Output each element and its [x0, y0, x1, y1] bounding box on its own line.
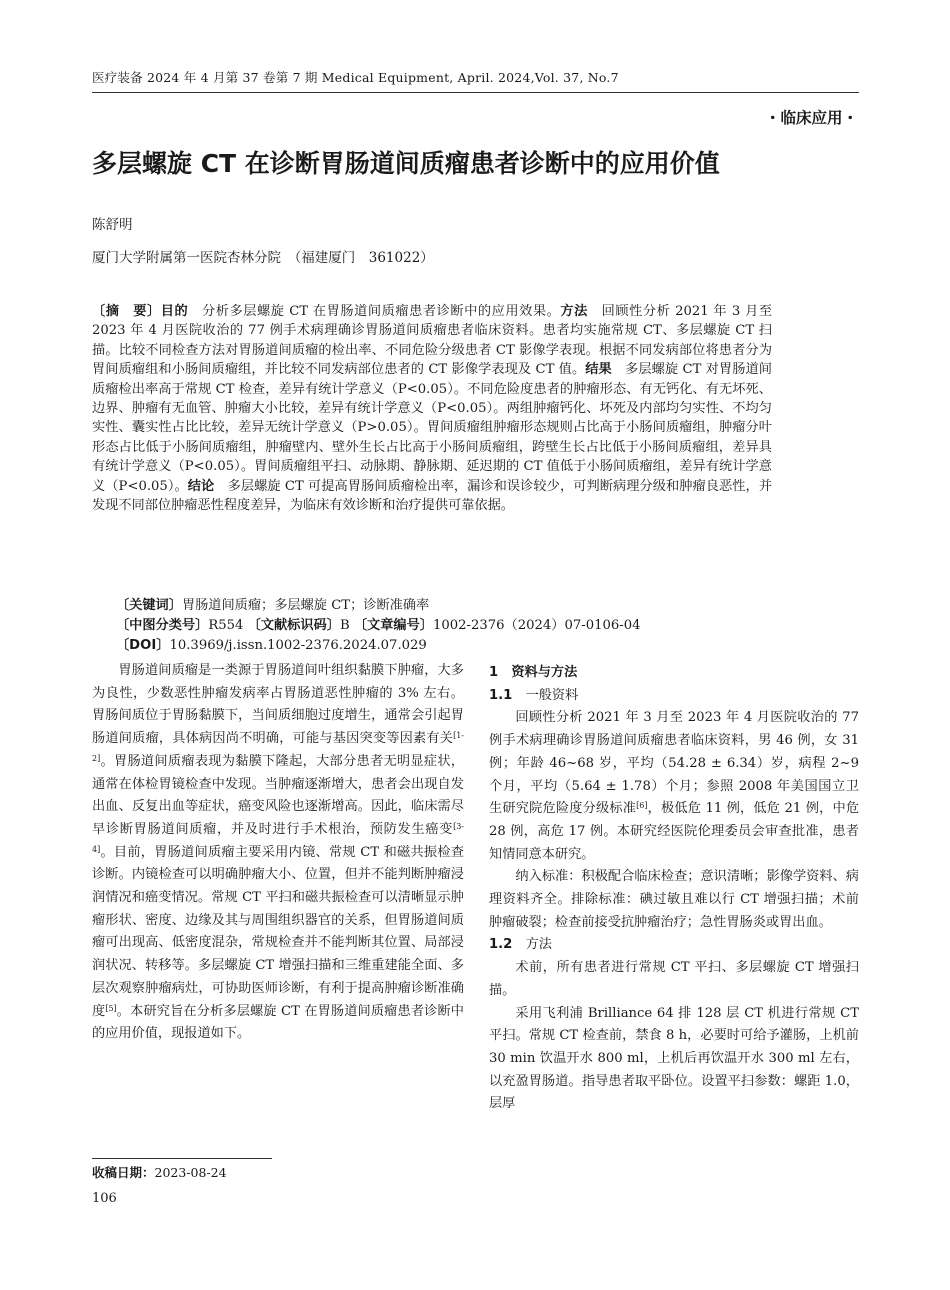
objective-label: 目的	[160, 304, 189, 319]
citation: [5]	[105, 1003, 117, 1013]
citation: [1-2]	[92, 731, 464, 763]
doc-code-label: 〔文献标识码〕	[247, 618, 340, 633]
received-date: 收稿日期：2023-08-24	[92, 1165, 227, 1180]
article-title: 多层螺旋 CT 在诊断胃肠道间质瘤患者诊断中的应用价值	[92, 149, 720, 178]
keywords-text: 胃肠道间质瘤；多层螺旋 CT；诊断准确率	[181, 598, 430, 613]
author: 陈舒明	[92, 217, 133, 233]
page-number: 106	[92, 1191, 117, 1206]
body-right-column	[489, 662, 859, 1116]
paragraph: 回顾性分析 2021 年 3 月至 2023 年 4 月医院收治的 77 例手术病理确诊胃肠道间质瘤患者临床资料，男 46 例，女 31 例；年龄 46~68 岁，平均（54.28 ± 6.34）岁，病程 2~9 个月，平均（5.64 ± 1.78）个月；参照 2008 年美国国立卫生研究院危险度分级标准[6]，极低危 11 例，低危 21 例，中危 28 例，高危 17 例。本研究经医院伦理委员会审查批准，患者知情同意本研究。	[489, 710, 860, 862]
intro-paragraph: 胃肠道间质瘤是一类源于胃肠道间叶组织黏膜下肿瘤，大多为良性，少数恶性肿瘤发病率占胃肠道恶性肿瘤的 3% 左右。胃肠间质位于胃肠黏膜下，当间质细胞过度增生，通常会引起胃肠道间质瘤，具体病因尚不明确，可能与基因突变等因素有关[1-2]。胃肠道间质瘤表现为黏膜下隆起，大部分患者无明显症状，通常在体检胃镜检查中发现。当肿瘤逐渐增大，患者会出现自发出血、反复出血等症状，癌变风险也逐渐增高。因此，临床需尽早诊断胃肠道间质瘤，并及时进行手术根治，预防发生癌变[3-4]。目前，胃肠道间质瘤主要采用内镜、常规 CT 和磁共振检查诊断。内镜检查可以明确肿瘤大小、位置，但并不能判断肿瘤浸润情况和癌变情况。常规 CT 平扫和磁共振检查可以清晰显示肿瘤形状、密度、边缘及其与周围组织器官的关系，但胃肠道间质瘤可出现高、低密度混杂，常规检查并不能判断其位置、局部浸润状况、转移等。多层螺旋 CT 增强扫描和三维重建能全面、多层次观察肿瘤病灶，可协助医师诊断，有利于提高肿瘤诊断准确度[5]。本研究旨在分析多层螺旋 CT 在胃肠道间质瘤患者诊断中的应用价值，现报道如下。	[92, 663, 464, 1042]
classification-line	[116, 616, 816, 635]
doi-label: 〔DOI〕	[116, 638, 170, 653]
subsection-heading: 1.2 方法	[489, 937, 552, 953]
doc-code-value: B	[339, 618, 350, 633]
section-heading: 1 资料与方法	[489, 665, 578, 680]
header-rule	[92, 92, 859, 93]
doi-line	[116, 636, 816, 655]
paragraph: 术前，所有患者进行常规 CT 平扫、多层螺旋 CT 增强扫描。	[489, 960, 859, 998]
paragraph: 纳入标准：积极配合临床检查；意识清晰；影像学资料、病理资料齐全。排除标准：碘过敏且难以行 CT 增强扫描；术前肿瘤破裂；检查前接受抗肿瘤治疗；急性胃肠炎或胃出血。	[489, 869, 859, 930]
running-head: 医疗装备 2024 年 4 月第 37 卷第 7 期 Medical Equipment, April. 2024,Vol. 37, No.7	[92, 70, 619, 85]
conclusion-label: 结论	[187, 478, 215, 494]
subsection-heading: 1.1 一般资料	[489, 687, 579, 703]
doi-value: 10.3969/j.issn.1002-2376.2024.07.029	[169, 638, 427, 653]
body-left-column	[92, 660, 464, 1046]
abstract	[92, 302, 772, 515]
methods-label: 方法	[560, 304, 588, 319]
clc-value: R554	[208, 618, 244, 633]
abstract-label: 〔摘 要〕	[92, 304, 161, 319]
article-no-value: 1002-2376（2024）07-0106-04	[432, 618, 641, 633]
methods-text: 回顾性分析 2021 年 3 月至 2023 年 4 月医院收治的 77 例手术病理确诊胃肠道间质瘤患者临床资料。患者均实施常规 CT、多层螺旋 CT 扫描。比较不同检查方法对胃肠道间质瘤的检出率、不同危险分级患者 CT 影像学表现。根据不同发病部位将患者分为胃间质瘤组和小肠间质瘤组，并比较不同发病部位患者的 CT 影像学表现及 CT 值。	[92, 304, 772, 378]
footnote-rule	[92, 1158, 272, 1159]
paragraph: 采用飞利浦 Brilliance 64 排 128 层 CT 机进行常规 CT 平扫。常规 CT 检查前，禁食 8 h，必要时可给予灌肠，上机前 30 min 饮温开水 800 ml，上机后再饮温开水 300 ml 左右，以充盈胃肠道。指导患者取平卧位。设置平扫参数：螺距 1.0，层厚	[489, 1005, 859, 1112]
column-tag: ・临床应用・	[764, 109, 858, 127]
objective-text: 分析多层螺旋 CT 在胃肠道间质瘤患者诊断中的应用效果。	[188, 304, 561, 319]
clc-label: 〔中图分类号〕	[116, 618, 209, 633]
conclusion-text: 多层螺旋 CT 可提高胃肠间质瘤检出率，漏诊和误诊较少，可判断病理分级和肿瘤良恶性，并发现不同部位肿瘤恶性程度差异，为临床有效诊断和治疗提供可靠依据。	[92, 478, 773, 514]
keywords-line	[116, 596, 816, 615]
results-text: 多层螺旋 CT 对胃肠道间质瘤检出率高于常规 CT 检查，差异有统计学意义（P<0.05）。不同危险度患者的肿瘤形态、有无钙化、有无坏死、边界、肿瘤有无血管、肿瘤大小比较，差异有统计学意义（P<0.05）。两组肿瘤钙化、坏死及内部均匀实性、不均匀实性、囊实性占比比较，差异无统计学意义（P>0.05）。胃间质瘤组肿瘤形态规则占比高于小肠间质瘤组，肿瘤分叶形态占比低于小肠间质瘤组，肿瘤壁内、壁外生长占比高于小肠间质瘤组，跨壁生长占比低于小肠间质瘤组，差异具有统计学意义（P<0.05）。胃间质瘤组平扫、动脉期、静脉期、延迟期的 CT 值低于小肠间质瘤组，差异有统计学意义（P<0.05）。	[92, 362, 772, 494]
citation: [6]	[636, 801, 648, 811]
keywords-label: 〔关键词〕	[116, 598, 182, 613]
affiliation: 厦门大学附属第一医院杏林分院 （福建厦门 361022）	[92, 250, 434, 266]
citation: [3-4]	[92, 821, 464, 854]
results-label: 结果	[585, 362, 612, 378]
article-no-label: 〔文章编号〕	[353, 618, 433, 633]
